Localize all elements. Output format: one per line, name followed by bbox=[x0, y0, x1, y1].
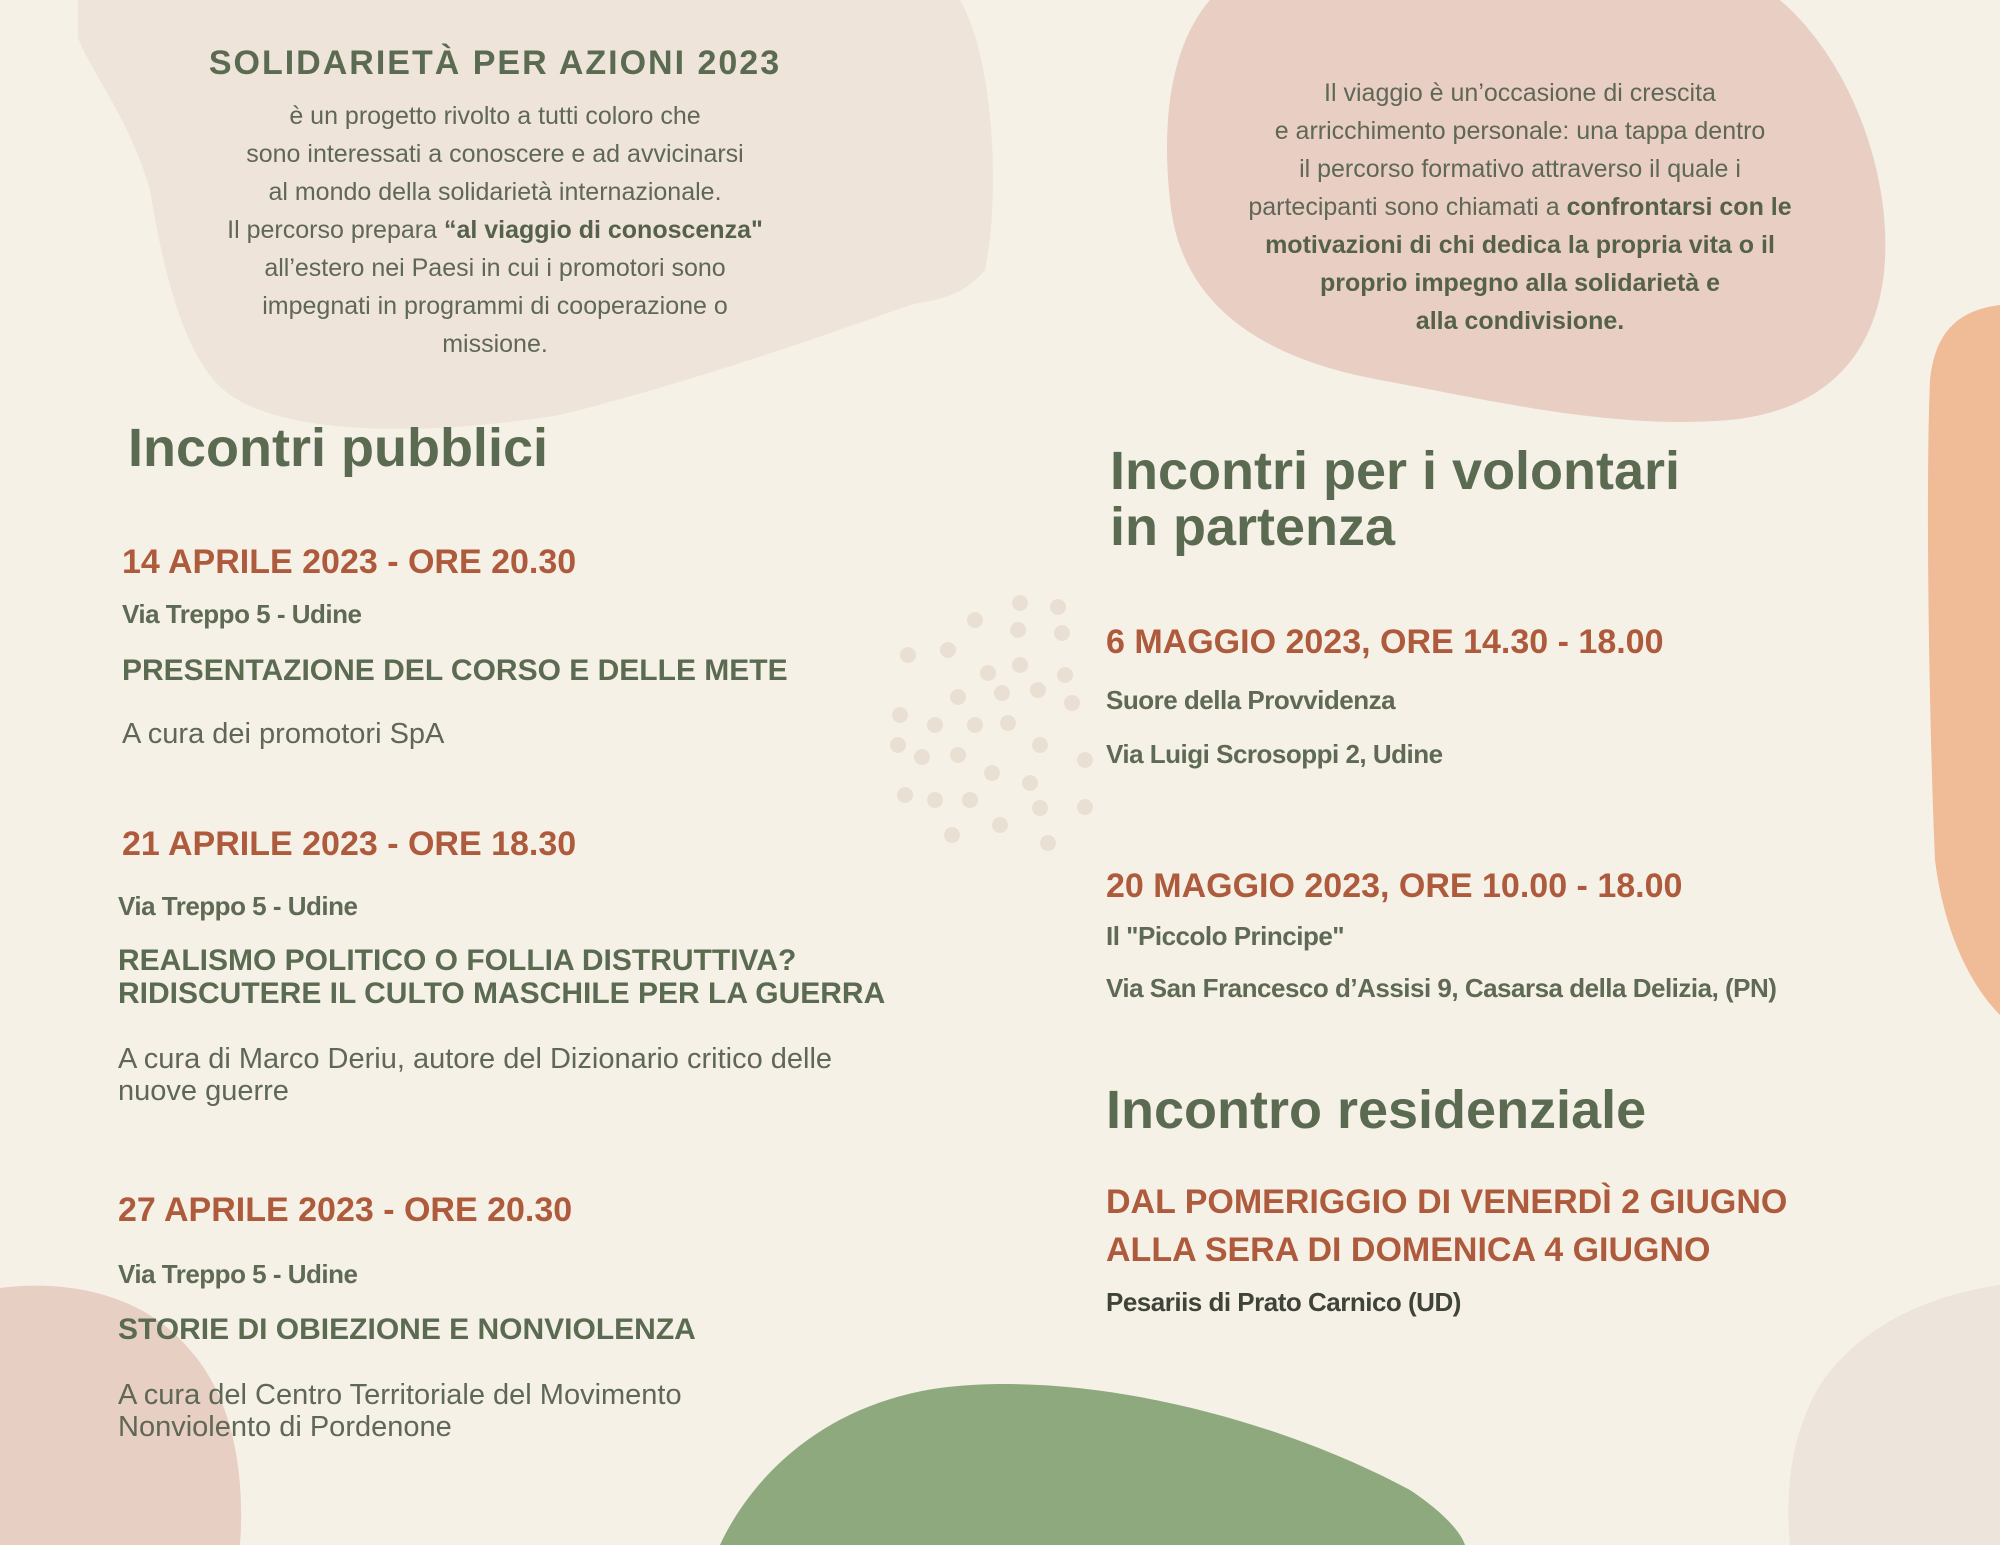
intro-line: al mondo della solidarietà internazionale. bbox=[268, 178, 722, 206]
intro-block bbox=[170, 44, 820, 363]
event-date: 20 MAGGIO 2023, ORE 10.00 - 18.00 bbox=[1106, 867, 1683, 905]
public-meetings-heading: Incontri pubblici bbox=[128, 418, 548, 478]
orange-blob-right bbox=[1920, 300, 2000, 1020]
beige-blob-bottom-right bbox=[1770, 1285, 2000, 1545]
travel-note-highlight: motivazioni di chi dedica la propria vita o il bbox=[1265, 231, 1775, 259]
event-date: 14 APRILE 2023 - ORE 20.30 bbox=[122, 543, 577, 581]
event-place: Via Treppo 5 - Udine bbox=[122, 599, 362, 629]
event-topic: PRESENTAZIONE DEL CORSO E DELLE METE bbox=[122, 654, 788, 687]
event-place: Via Treppo 5 - Udine bbox=[118, 1259, 358, 1289]
intro-line: all’estero nei Paesi in cui i promotori sono bbox=[264, 254, 726, 282]
event-curator: A cura dei promotori SpA bbox=[122, 718, 445, 750]
event-address: Via Luigi Scrosoppi 2, Udine bbox=[1106, 739, 1443, 769]
intro-line: missione. bbox=[442, 330, 548, 358]
event-topic: RIDISCUTERE IL CULTO MASCHILE PER LA GUERRA bbox=[118, 977, 886, 1010]
dot-pattern bbox=[880, 595, 1110, 855]
event-date: 6 MAGGIO 2023, ORE 14.30 - 18.00 bbox=[1106, 623, 1664, 661]
travel-note-line: Il viaggio è un’occasione di crescita bbox=[1324, 79, 1716, 107]
intro-line: Il percorso prepara bbox=[227, 216, 444, 244]
event-place: Suore della Provvidenza bbox=[1106, 685, 1396, 715]
residential-heading: Incontro residenziale bbox=[1106, 1080, 1647, 1140]
intro-highlight: “al viaggio di conoscenza" bbox=[443, 216, 763, 244]
travel-note-highlight: confrontarsi con le bbox=[1566, 193, 1792, 221]
volunteer-heading-line: in partenza bbox=[1110, 497, 1396, 557]
green-blob-bottom bbox=[710, 1380, 1470, 1545]
project-title: SOLIDARIETÀ PER AZIONI 2023 bbox=[208, 44, 782, 82]
event-place: Via Treppo 5 - Udine bbox=[118, 891, 358, 921]
event-topic: STORIE DI OBIEZIONE E NONVIOLENZA bbox=[118, 1313, 696, 1346]
event-date: 27 APRILE 2023 - ORE 20.30 bbox=[118, 1191, 573, 1229]
travel-note-line: partecipanti sono chiamati a bbox=[1248, 193, 1567, 221]
event-curator: nuove guerre bbox=[118, 1075, 289, 1107]
intro-line: è un progetto rivolto a tutti coloro che bbox=[289, 102, 701, 130]
intro-text bbox=[170, 97, 820, 363]
volunteer-heading-line: Incontri per i volontari bbox=[1110, 441, 1681, 501]
residential-place: Pesariis di Prato Carnico (UD) bbox=[1106, 1287, 1461, 1317]
event-place: Il "Piccolo Principe" bbox=[1106, 921, 1345, 951]
residential-date: ALLA SERA DI DOMENICA 4 GIUGNO bbox=[1106, 1231, 1711, 1269]
intro-line: impegnati in programmi di cooperazione o bbox=[262, 292, 728, 320]
event-topic: REALISMO POLITICO O FOLLIA DISTRUTTIVA? bbox=[118, 944, 797, 977]
intro-line: sono interessati a conoscere e ad avvicinarsi bbox=[246, 140, 744, 168]
event-date: 21 APRILE 2023 - ORE 18.30 bbox=[122, 825, 577, 863]
travel-note-line: il percorso formativo attraverso il quale i bbox=[1299, 155, 1741, 183]
event-address: Via San Francesco d’Assisi 9, Casarsa della Delizia, (PN) bbox=[1106, 973, 1777, 1003]
event-curator: Nonviolento di Pordenone bbox=[118, 1411, 452, 1443]
travel-note-highlight: alla condivisione. bbox=[1415, 307, 1625, 335]
residential-date: DAL POMERIGGIO DI VENERDÌ 2 GIUGNO bbox=[1106, 1183, 1788, 1221]
travel-note-highlight: proprio impegno alla solidarietà e bbox=[1319, 269, 1721, 297]
volunteer-meetings-heading bbox=[1110, 443, 1680, 555]
event-curator: A cura del Centro Territoriale del Movimento bbox=[118, 1379, 682, 1411]
event-curator: A cura di Marco Deriu, autore del Dizionario critico delle bbox=[118, 1043, 833, 1075]
travel-note-line: e arricchimento personale: una tappa dentro bbox=[1274, 117, 1766, 145]
travel-note bbox=[1200, 74, 1840, 340]
